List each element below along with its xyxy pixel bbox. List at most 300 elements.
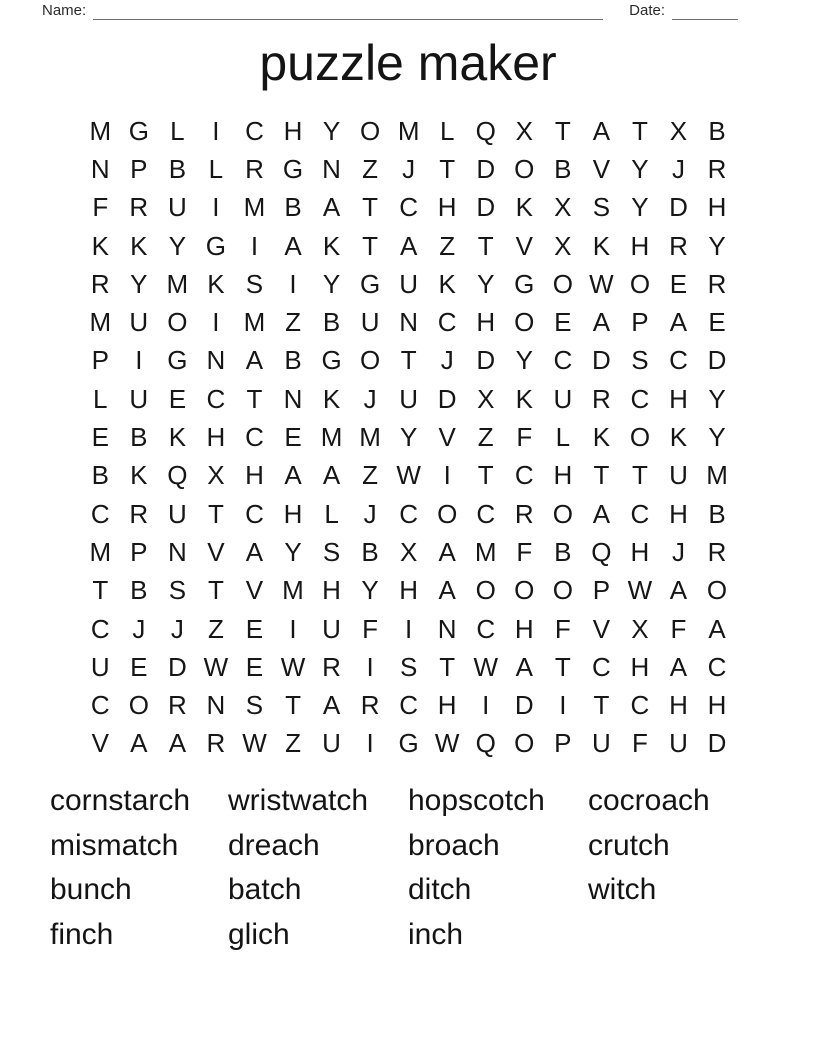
grid-cell: M <box>397 115 420 146</box>
grid-cell: K <box>322 383 341 414</box>
grid-cell: O <box>359 115 381 146</box>
word-list-item: finch <box>50 918 114 952</box>
grid-cell: X <box>631 613 649 644</box>
grid-cell: A <box>438 575 456 606</box>
grid-cell: T <box>362 192 379 223</box>
grid-cell: R <box>707 268 727 299</box>
grid-cell: T <box>554 651 571 682</box>
grid-cell: R <box>90 268 110 299</box>
grid-cell: Y <box>168 230 187 261</box>
grid-cell: F <box>516 422 533 453</box>
word-list-item: dreach <box>228 828 320 862</box>
grid-cell: D <box>476 345 496 376</box>
grid-cell: C <box>591 651 611 682</box>
grid-cell: B <box>284 345 302 376</box>
grid-cell: H <box>399 575 419 606</box>
grid-cell: F <box>670 613 687 644</box>
grid-cell: Z <box>207 613 224 644</box>
grid-cell: T <box>593 460 610 491</box>
grid-cell: O <box>629 422 651 453</box>
grid-cell: A <box>168 728 187 759</box>
grid-cell: W <box>627 575 653 606</box>
grid-cell: Q <box>591 536 612 567</box>
grid-cell: Y <box>515 345 533 376</box>
grid-cell: O <box>167 307 188 338</box>
word-list-item: wristwatch <box>228 784 369 818</box>
word-list-item: witch <box>588 873 657 907</box>
grid-cell: H <box>437 192 457 223</box>
grid-cell: M <box>89 307 112 338</box>
grid-cell: F <box>554 613 571 644</box>
grid-cell: R <box>167 690 187 721</box>
grid-cell: J <box>170 613 184 644</box>
grid-cell: I <box>212 307 220 338</box>
grid-cell: T <box>400 345 417 376</box>
grid-cell: K <box>592 422 611 453</box>
grid-cell: N <box>206 690 226 721</box>
grid-cell: L <box>555 422 571 453</box>
grid-cell: R <box>206 728 226 759</box>
grid-cell: Y <box>130 268 148 299</box>
grid-cell: T <box>285 690 301 721</box>
grid-cell: G <box>514 268 535 299</box>
grid-cell: M <box>359 422 381 453</box>
grid-cell: F <box>362 613 379 644</box>
grid-cell: E <box>554 307 572 338</box>
grid-cell: D <box>476 192 496 223</box>
grid-cell: U <box>399 268 419 299</box>
grid-cell: I <box>482 690 490 721</box>
grid-cell: M <box>320 422 343 453</box>
grid-cell: S <box>322 536 341 567</box>
grid-cell: N <box>167 536 187 567</box>
grid-row <box>81 380 736 418</box>
grid-cell: O <box>437 498 458 529</box>
word-list <box>50 779 768 957</box>
word-list-item: cornstarch <box>50 784 191 818</box>
grid-cell: N <box>322 153 341 184</box>
grid-cell: B <box>708 498 726 529</box>
grid-cell: B <box>168 153 187 184</box>
grid-cell: W <box>280 651 306 682</box>
grid-cell: A <box>438 536 456 567</box>
grid-cell: D <box>167 651 187 682</box>
grid-cell: L <box>324 498 339 529</box>
grid-cell: C <box>553 345 573 376</box>
grid-cell: E <box>168 383 187 414</box>
grid-cell: U <box>167 498 187 529</box>
grid-cell: U <box>167 192 187 223</box>
grid-cell: R <box>707 536 727 567</box>
grid-cell: M <box>474 536 497 567</box>
grid-cell: T <box>477 460 494 491</box>
grid-cell: U <box>360 307 380 338</box>
grid-cell: W <box>396 460 421 491</box>
grid-cell: E <box>130 651 148 682</box>
grid-cell: G <box>282 153 304 184</box>
grid-cell: C <box>245 115 264 146</box>
grid-cell: M <box>243 307 266 338</box>
grid-cell: W <box>434 728 460 759</box>
grid-cell: Y <box>322 268 341 299</box>
grid-cell: T <box>631 115 648 146</box>
grid-cell: C <box>90 613 110 644</box>
grid-cell: T <box>554 115 571 146</box>
grid-row <box>81 648 736 686</box>
grid-cell: L <box>170 115 185 146</box>
grid-cell: O <box>514 728 535 759</box>
grid-cell: E <box>669 268 688 299</box>
grid-cell: U <box>669 728 688 759</box>
grid-cell: U <box>553 383 573 414</box>
word-list-item: broach <box>408 828 500 862</box>
grid-cell: V <box>592 613 611 644</box>
grid-cell: C <box>514 460 534 491</box>
grid-cell: E <box>245 651 264 682</box>
grid-cell: M <box>166 268 189 299</box>
grid-cell: I <box>366 651 374 682</box>
word-list-item: mismatch <box>50 828 179 862</box>
grid-cell: H <box>669 498 688 529</box>
grid-cell: G <box>359 268 381 299</box>
word-list-item: crutch <box>588 828 670 862</box>
grid-cell: T <box>593 690 610 721</box>
grid-row <box>81 342 736 380</box>
grid-cell: C <box>206 383 226 414</box>
grid-cell: H <box>630 651 650 682</box>
grid-cell: A <box>284 230 302 261</box>
grid-row <box>81 686 736 724</box>
grid-cell: J <box>363 383 377 414</box>
grid-cell: C <box>630 690 650 721</box>
grid-cell: P <box>631 307 649 338</box>
grid-cell: B <box>130 575 148 606</box>
grid-cell: W <box>203 651 229 682</box>
grid-cell: N <box>283 383 303 414</box>
grid-cell: I <box>212 192 220 223</box>
grid-cell: M <box>89 115 112 146</box>
grid-cell: V <box>245 575 264 606</box>
grid-cell: U <box>322 613 341 644</box>
grid-cell: B <box>91 460 109 491</box>
grid-cell: H <box>553 460 573 491</box>
date-blank-line <box>672 5 738 20</box>
grid-cell: A <box>669 575 688 606</box>
grid-cell: C <box>476 498 496 529</box>
grid-cell: J <box>402 153 416 184</box>
grid-cell: C <box>630 383 650 414</box>
date-label: Date: <box>629 2 665 19</box>
grid-cell: A <box>515 651 533 682</box>
grid-cell: J <box>671 153 685 184</box>
grid-cell: T <box>477 230 494 261</box>
grid-cell: O <box>552 498 573 529</box>
grid-cell: M <box>243 192 266 223</box>
grid-cell: C <box>437 307 457 338</box>
grid-cell: I <box>135 345 143 376</box>
grid-cell: I <box>559 690 567 721</box>
grid-cell: U <box>129 307 149 338</box>
grid-cell: A <box>284 460 302 491</box>
grid-cell: U <box>322 728 341 759</box>
grid-cell: B <box>708 115 726 146</box>
grid-cell: U <box>399 383 419 414</box>
grid-cell: M <box>282 575 304 606</box>
grid-cell: K <box>91 230 109 261</box>
grid-cell: Y <box>361 575 379 606</box>
grid-cell: O <box>706 575 728 606</box>
grid-cell: Y <box>399 422 418 453</box>
grid-cell: K <box>168 422 187 453</box>
grid-cell: I <box>405 613 413 644</box>
grid-cell: W <box>589 268 614 299</box>
grid-cell: M <box>706 460 728 491</box>
grid-cell: G <box>167 345 188 376</box>
grid-cell: H <box>206 422 226 453</box>
grid-cell: T <box>92 575 109 606</box>
grid-cell: H <box>630 230 650 261</box>
grid-cell: T <box>207 575 224 606</box>
grid-cell: L <box>439 115 455 146</box>
grid-cell: A <box>592 498 611 529</box>
date-field <box>629 2 738 20</box>
page-title: puzzle maker <box>259 35 557 91</box>
grid-cell: C <box>90 498 110 529</box>
grid-cell: Y <box>631 153 649 184</box>
grid-cell: Q <box>167 460 188 491</box>
grid-cell: X <box>477 383 495 414</box>
grid-row <box>81 495 736 533</box>
grid-cell: R <box>669 230 688 261</box>
grid-cell: E <box>284 422 302 453</box>
grid-cell: A <box>669 307 688 338</box>
grid-cell: R <box>245 153 264 184</box>
grid-cell: J <box>671 536 685 567</box>
grid-cell: V <box>207 536 225 567</box>
grid-cell: I <box>289 268 297 299</box>
grid-cell: U <box>90 651 110 682</box>
grid-cell: O <box>552 268 573 299</box>
grid-row <box>81 533 736 571</box>
grid-cell: C <box>630 498 650 529</box>
grid-cell: Y <box>284 536 302 567</box>
grid-cell: O <box>629 268 651 299</box>
grid-cell: H <box>514 613 534 644</box>
grid-cell: A <box>322 460 341 491</box>
name-field <box>42 2 603 20</box>
grid-cell: C <box>476 613 496 644</box>
word-list-item: inch <box>408 918 464 952</box>
grid-cell: N <box>437 613 457 644</box>
grid-cell: B <box>130 422 148 453</box>
grid-cell: Y <box>322 115 341 146</box>
grid-cell: Z <box>285 728 301 759</box>
grid-cell: U <box>129 383 149 414</box>
grid-cell: B <box>284 192 302 223</box>
grid-cell: Q <box>475 115 496 146</box>
grid-cell: K <box>515 192 533 223</box>
grid-cell: D <box>476 153 496 184</box>
grid-cell: H <box>283 498 303 529</box>
grid-cell: K <box>322 230 341 261</box>
grid-cell: K <box>669 422 688 453</box>
grid-cell: S <box>592 192 611 223</box>
grid-cell: V <box>438 422 456 453</box>
grid-cell: N <box>206 345 226 376</box>
grid-row <box>81 725 736 763</box>
grid-cell: O <box>552 575 573 606</box>
grid-cell: B <box>554 536 572 567</box>
grid-cell: Y <box>708 422 726 453</box>
grid-cell: H <box>283 115 303 146</box>
grid-cell: I <box>443 460 451 491</box>
grid-cell: P <box>91 345 109 376</box>
grid-cell: P <box>130 536 148 567</box>
grid-cell: F <box>631 728 648 759</box>
grid-cell: O <box>359 345 381 376</box>
grid-cell: Q <box>475 728 496 759</box>
grid-cell: X <box>554 230 572 261</box>
grid-cell: K <box>592 230 611 261</box>
grid-cell: A <box>245 345 264 376</box>
grid-cell: Z <box>477 422 494 453</box>
grid-row <box>81 610 736 648</box>
grid-cell: C <box>245 422 264 453</box>
grid-cell: T <box>439 153 456 184</box>
word-list-item: cocroach <box>588 784 710 818</box>
grid-cell: R <box>360 690 380 721</box>
grid-cell: B <box>361 536 379 567</box>
grid-cell: C <box>399 498 419 529</box>
name-blank-line <box>93 5 603 20</box>
word-list-item: glich <box>228 918 290 952</box>
grid-cell: R <box>129 192 149 223</box>
grid-cell: I <box>366 728 374 759</box>
grid-cell: E <box>708 307 726 338</box>
grid-cell: G <box>398 728 419 759</box>
grid-row <box>81 418 736 456</box>
grid-cell: D <box>707 345 727 376</box>
grid-cell: D <box>514 690 534 721</box>
grid-cell: K <box>515 383 533 414</box>
grid-cell: D <box>437 383 457 414</box>
grid-cell: D <box>669 192 688 223</box>
grid-cell: O <box>128 690 149 721</box>
grid-cell: V <box>515 230 533 261</box>
grid-cell: A <box>669 651 688 682</box>
name-label: Name: <box>42 2 87 19</box>
grid-cell: X <box>399 536 418 567</box>
grid-cell: R <box>322 651 341 682</box>
grid-cell: A <box>399 230 418 261</box>
grid-cell: N <box>399 307 419 338</box>
grid-cell: L <box>93 383 108 414</box>
grid-cell: Y <box>631 192 649 223</box>
header <box>42 2 738 20</box>
grid-cell: A <box>130 728 148 759</box>
grid-row <box>81 189 736 227</box>
grid-cell: L <box>208 153 224 184</box>
grid-cell: F <box>92 192 109 223</box>
grid-cell: Y <box>708 383 726 414</box>
grid-cell: H <box>669 383 688 414</box>
grid-cell: Y <box>477 268 495 299</box>
grid-cell: A <box>592 115 611 146</box>
grid-cell: I <box>289 613 297 644</box>
grid-cell: R <box>129 498 149 529</box>
grid-cell: A <box>245 536 264 567</box>
grid-cell: J <box>363 498 377 529</box>
grid-cell: D <box>591 345 611 376</box>
grid-cell: T <box>631 460 648 491</box>
grid-row <box>81 303 736 341</box>
word-list-item: bunch <box>50 873 132 907</box>
grid-cell: S <box>245 690 264 721</box>
grid-cell: C <box>245 498 264 529</box>
grid-cell: K <box>438 268 456 299</box>
grid-cell: H <box>245 460 264 491</box>
grid-cell: H <box>630 536 650 567</box>
grid-cell: S <box>631 345 649 376</box>
grid-cell: A <box>322 690 341 721</box>
grid-cell: W <box>242 728 267 759</box>
word-list-item: ditch <box>408 873 472 907</box>
grid-cell: C <box>399 192 419 223</box>
grid-cell: Z <box>439 230 456 261</box>
grid-cell: R <box>707 153 727 184</box>
grid-cell: T <box>362 230 379 261</box>
grid-cell: U <box>669 460 688 491</box>
grid-cell: G <box>205 230 227 261</box>
grid-cell: S <box>245 268 264 299</box>
grid-cell: H <box>707 192 727 223</box>
grid-cell: O <box>514 153 535 184</box>
grid-cell: K <box>207 268 225 299</box>
grid-cell: D <box>707 728 727 759</box>
grid-cell: R <box>591 383 611 414</box>
grid-cell: C <box>669 345 688 376</box>
grid-cell: H <box>322 575 341 606</box>
grid-cell: E <box>91 422 109 453</box>
grid-cell: C <box>399 690 419 721</box>
grid-cell: E <box>245 613 264 644</box>
grid-cell: O <box>514 575 535 606</box>
grid-row <box>81 227 736 265</box>
grid-cell: H <box>669 690 688 721</box>
grid-cell: S <box>399 651 418 682</box>
word-list-item: hopscotch <box>408 784 545 818</box>
grid-cell: T <box>439 651 456 682</box>
grid-cell: C <box>90 690 110 721</box>
grid-cell: K <box>130 460 148 491</box>
grid-cell: J <box>440 345 454 376</box>
grid-cell: G <box>321 345 342 376</box>
letter-grid <box>81 112 736 763</box>
grid-row <box>81 265 736 303</box>
grid-cell: H <box>707 690 727 721</box>
grid-cell: A <box>592 307 611 338</box>
grid-cell: Z <box>362 460 379 491</box>
grid-cell: T <box>246 383 263 414</box>
grid-cell: P <box>554 728 572 759</box>
grid-cell: V <box>592 153 611 184</box>
grid-cell: N <box>90 153 110 184</box>
grid-cell: Y <box>708 230 726 261</box>
grid-cell: O <box>475 575 496 606</box>
grid-cell: X <box>554 192 572 223</box>
grid-cell: U <box>591 728 611 759</box>
grid-row <box>81 572 736 610</box>
